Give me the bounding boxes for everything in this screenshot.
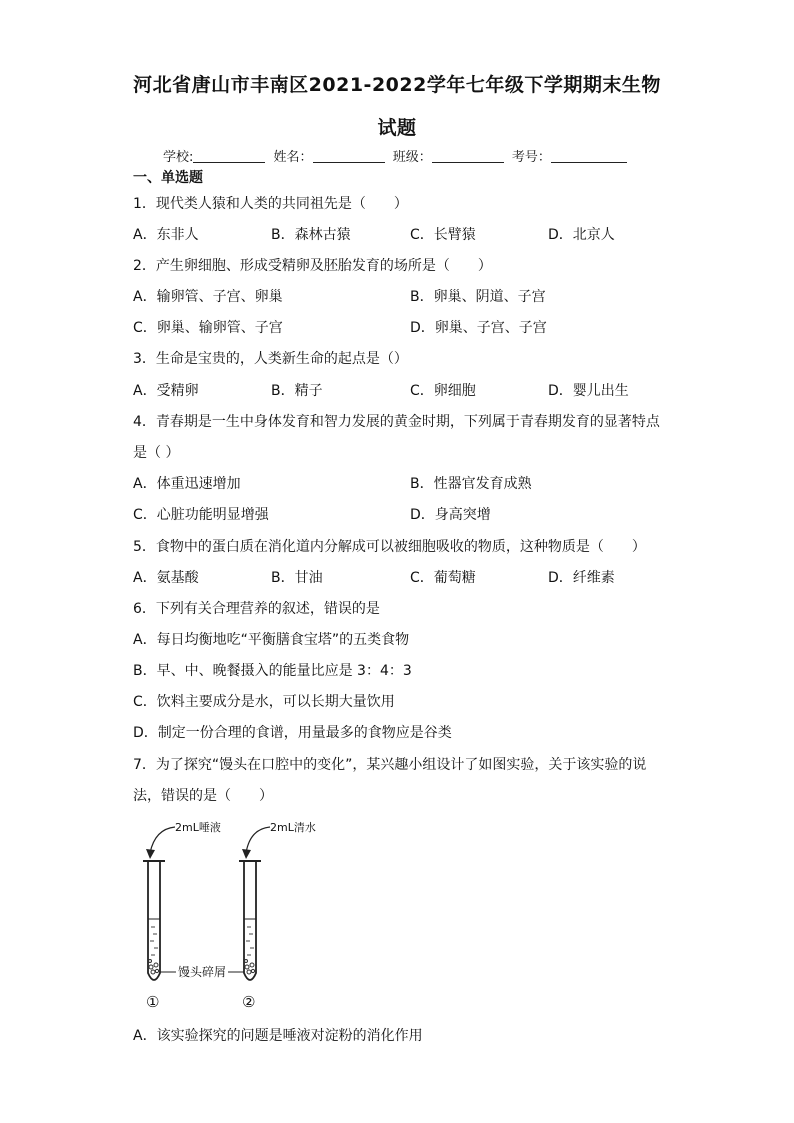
question-stem: 1．现代类人猿和人类的共同祖先是（ ） (133, 196, 408, 212)
option[interactable]: D．北京人 (548, 227, 615, 243)
option[interactable]: D．纤维素 (548, 570, 615, 586)
option[interactable]: D．婴儿出生 (548, 383, 629, 399)
option[interactable]: B．森林古猿 (271, 227, 351, 243)
arrow-left-head (146, 849, 155, 859)
option[interactable]: B．精子 (271, 383, 323, 399)
option[interactable]: B．甘油 (271, 570, 323, 586)
question-stem-continued: 是（ ） (133, 445, 180, 461)
option[interactable]: A．东非人 (133, 227, 199, 243)
option[interactable]: A．输卵管、子宫、卵巢 (133, 289, 283, 305)
test-tube-1 (143, 861, 165, 980)
question-stem: 7．为了探究“馒头在口腔中的变化”，某兴趣小组设计了如图实验，关于该实验的说 (133, 757, 647, 773)
class-blank[interactable] (432, 150, 504, 163)
label-water: 2mL清水 (270, 821, 316, 834)
label-bread-crumbs: 馒头碎屑 (178, 965, 227, 979)
school-blank[interactable] (193, 150, 265, 163)
option[interactable]: C．长臂猿 (410, 227, 476, 243)
name-label: 姓名： (273, 150, 313, 165)
page-title-line2: 试题 (377, 117, 417, 139)
school-label: 学校: (163, 150, 194, 165)
test-tube-2 (239, 861, 261, 980)
arrow-right (246, 827, 270, 853)
option[interactable]: A．该实验探究的问题是唾液对淀粉的消化作用 (133, 1028, 423, 1044)
option[interactable]: D．卵巢、子宫、子宫 (410, 320, 547, 336)
option[interactable]: C．饮料主要成分是水，可以长期大量饮用 (133, 694, 395, 710)
question-stem: 6．下列有关合理营养的叙述，错误的是 (133, 601, 380, 617)
label-saliva: 2mL唾液 (175, 821, 221, 834)
exam-number-label: 考号： (511, 150, 551, 165)
option[interactable]: C．卵细胞 (410, 383, 476, 399)
question-stem: 2．产生卵细胞、形成受精卵及胚胎发育的场所是（ ） (133, 258, 492, 274)
tube-1-number: ① (146, 993, 160, 1011)
option[interactable]: C．心脏功能明显增强 (133, 507, 269, 523)
arrow-right-head (242, 849, 251, 859)
option[interactable]: A．氨基酸 (133, 570, 199, 586)
option[interactable]: B．早、中、晚餐摄入的能量比应是 3：4：3 (133, 663, 412, 679)
page-title-line1: 河北省唐山市丰南区2021-2022学年七年级下学期期末生物 (133, 74, 661, 96)
section-heading: 一、单选题 (133, 170, 203, 186)
question-stem: 5．食物中的蛋白质在消化道内分解成可以被细胞吸收的物质，这种物质是（ ） (133, 539, 646, 555)
option[interactable]: A．体重迅速增加 (133, 476, 241, 492)
name-blank[interactable] (313, 150, 385, 163)
option[interactable]: D．身高突增 (410, 507, 491, 523)
option[interactable]: B．卵巢、阴道、子宫 (410, 289, 546, 305)
option[interactable]: C．葡萄糖 (410, 570, 476, 586)
option[interactable]: B．性器官发育成熟 (410, 476, 532, 492)
class-label: 班级： (392, 150, 432, 165)
exam-number-blank[interactable] (551, 150, 627, 163)
option[interactable]: A．受精卵 (133, 383, 199, 399)
option[interactable]: C．卵巢、输卵管、子宫 (133, 320, 283, 336)
tube-2-number: ② (242, 993, 256, 1011)
question-stem: 4．青春期是一生中身体发育和智力发展的黄金时期，下列属于青春期发育的显著特点 (133, 414, 660, 430)
option[interactable]: D．制定一份合理的食谱，用量最多的食物应是谷类 (133, 725, 452, 741)
test-tube-figure (130, 815, 350, 1015)
option[interactable]: A．每日均衡地吃“平衡膳食宝塔”的五类食物 (133, 632, 410, 648)
arrow-left (150, 827, 175, 853)
question-stem: 3．生命是宝贵的，人类新生命的起点是（） (133, 351, 408, 367)
question-stem-continued: 法，错误的是（ ） (133, 788, 273, 804)
student-info-row (163, 146, 631, 165)
